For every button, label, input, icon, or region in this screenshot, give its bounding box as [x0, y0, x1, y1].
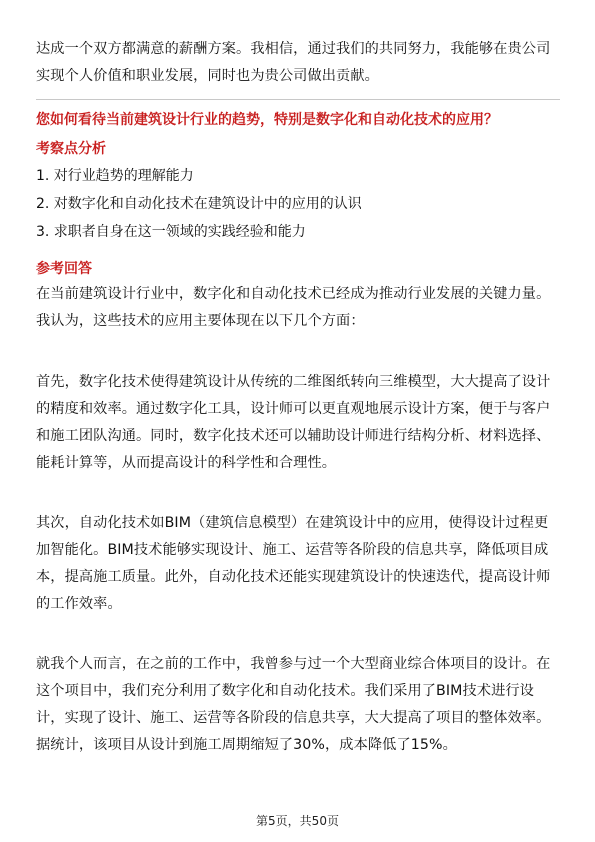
analysis-list — [36, 162, 362, 246]
paragraph-line: 在当前建筑设计行业中，数字化和自动化技术已经成为推动行业发展的关键力量。 — [36, 286, 551, 302]
paragraph-line: 的工作效率。 — [36, 596, 122, 612]
intro-line: 达成一个双方都满意的薪酬方案。我相信，通过我们的共同努力，我能够在贵公司 — [36, 41, 551, 57]
analysis-item: 3. 求职者自身在这一领域的实践经验和能力 — [36, 224, 306, 240]
paragraph-line: 能耗计算等，从而提高设计的科学性和合理性。 — [36, 455, 337, 471]
answer-heading: 参考回答 — [36, 261, 92, 277]
section-divider — [36, 99, 560, 100]
paragraph-line: 和施工团队沟通。同时，数字化技术还可以辅助设计师进行结构分析、材料选择、 — [36, 428, 551, 444]
intro-paragraph — [36, 36, 560, 90]
analysis-item: 2. 对数字化和自动化技术在建筑设计中的应用的认识 — [36, 196, 362, 212]
paragraph-line: 的精度和效率。通过数字化工具，设计师可以更直观地展示设计方案，便于与客户 — [36, 401, 551, 417]
paragraph-line: 本，提高施工质量。此外，自动化技术还能实现建筑设计的快速迭代，提高设计师 — [36, 569, 551, 585]
answer-paragraph-2 — [36, 369, 560, 477]
paragraph-line: 其次，自动化技术如BIM（建筑信息模型）在建筑设计中的应用，使得设计过程更 — [36, 515, 549, 531]
page-number-footer: 第5页，共50页 — [256, 814, 339, 828]
paragraph-line: 首先，数字化技术使得建筑设计从传统的二维图纸转向三维模型，大大提高了设计 — [36, 374, 551, 390]
paragraph-line: 据统计，该项目从设计到施工周期缩短了30%，成本降低了15%。 — [36, 737, 457, 753]
answer-paragraph-4 — [36, 651, 560, 759]
question-title: 您如何看待当前建筑设计行业的趋势，特别是数字化和自动化技术的应用？ — [36, 112, 498, 128]
paragraph-line: 就我个人而言，在之前的工作中，我曾参与过一个大型商业综合体项目的设计。在 — [36, 656, 551, 672]
paragraph-line: 我认为，这些技术的应用主要体现在以下几个方面： — [36, 313, 365, 329]
answer-paragraph-3 — [36, 510, 560, 618]
paragraph-line: 这个项目中，我们充分利用了数字化和自动化技术。我们采用了BIM技术进行设 — [36, 683, 534, 699]
analysis-heading: 考察点分析 — [36, 141, 106, 157]
paragraph-line: 计，实现了设计、施工、运营等各阶段的信息共享，大大提高了项目的整体效率。 — [36, 710, 551, 726]
paragraph-line: 加智能化。BIM技术能够实现设计、施工、运营等各阶段的信息共享，降低项目成 — [36, 542, 549, 558]
answer-paragraph-1 — [36, 281, 560, 335]
analysis-item: 1. 对行业趋势的理解能力 — [36, 168, 194, 184]
intro-line: 实现个人价值和职业发展，同时也为贵公司做出贡献。 — [36, 68, 379, 84]
